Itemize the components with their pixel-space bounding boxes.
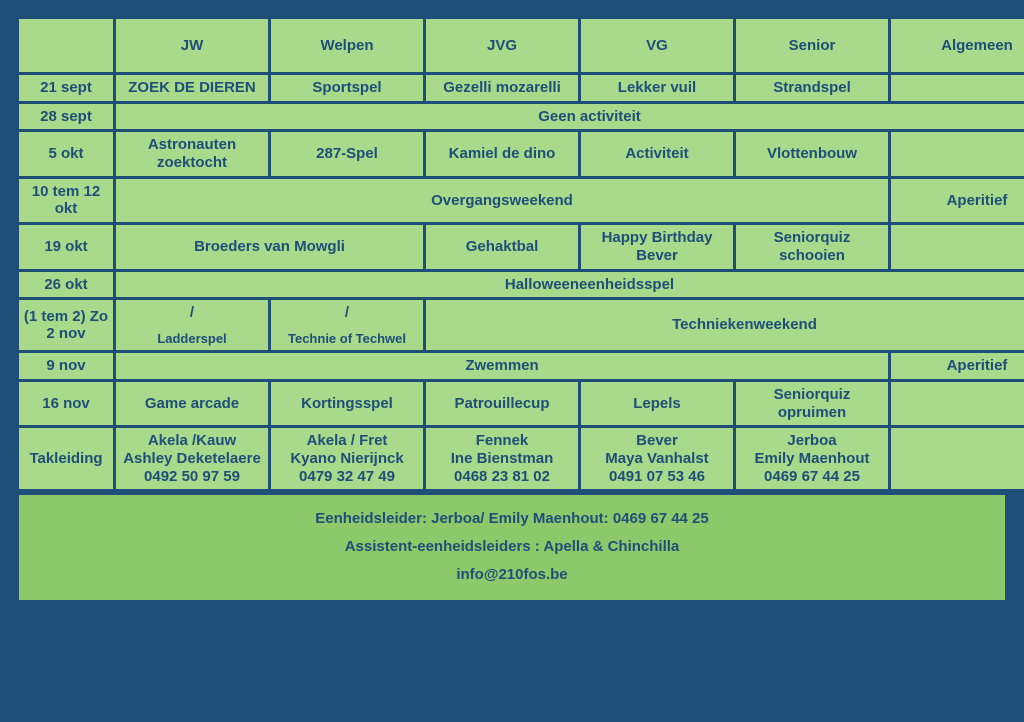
activity-cell: Patrouillecup xyxy=(426,382,578,425)
table-row xyxy=(19,300,1024,350)
empty-cell xyxy=(891,132,1024,175)
activity-cell: Happy Birthday Bever xyxy=(581,225,733,268)
activity-cell: Strandspel xyxy=(736,75,888,101)
date-cell: 16 nov xyxy=(19,382,113,425)
activity-cell: Seniorquiz opruimen xyxy=(736,382,888,425)
leader-contact-cell xyxy=(116,428,268,489)
table-row xyxy=(19,104,1024,130)
footer-line-1: Eenheidsleider: Jerboa/ Emily Maenhout: 0469 67 44 25 xyxy=(315,510,709,527)
leader-phone: 0479 32 47 49 xyxy=(299,467,395,485)
activity-cell: Overgangsweekend xyxy=(116,179,888,222)
activity-cell: ZOEK DE DIEREN xyxy=(116,75,268,101)
leader-contact-cell xyxy=(736,428,888,489)
activity-label: Ladderspel xyxy=(157,330,227,346)
leader-name: Emily Maenhout xyxy=(754,449,870,467)
activity-cell: Halloweeneenheidsspel xyxy=(116,272,1024,298)
table-row xyxy=(19,132,1024,175)
date-cell: 26 okt xyxy=(19,272,113,298)
leader-name: Kyano Nierijnck xyxy=(290,449,404,467)
activity-cell: Vlottenbouw xyxy=(736,132,888,175)
table-row xyxy=(19,225,1024,268)
column-header-algemeen: Algemeen xyxy=(891,19,1024,72)
column-header-vg: VG xyxy=(581,19,733,72)
leader-totem: Jerboa xyxy=(787,432,837,450)
column-header-senior: Senior xyxy=(736,19,888,72)
table-row xyxy=(19,353,1024,379)
table-row xyxy=(19,179,1024,222)
empty-cell xyxy=(891,225,1024,268)
activity-schedule-table xyxy=(16,16,1024,492)
empty-cell xyxy=(891,382,1024,425)
leader-phone: 0469 67 44 25 xyxy=(764,467,860,485)
column-header-welpen: Welpen xyxy=(271,19,423,72)
activity-cell xyxy=(116,300,268,350)
slash-mark: / xyxy=(344,304,350,322)
leader-contact-cell xyxy=(426,428,578,489)
activity-cell: Aperitief xyxy=(891,179,1024,222)
date-cell: 19 okt xyxy=(19,225,113,268)
calendar-sheet xyxy=(8,8,1016,714)
leader-phone: 0468 23 81 02 xyxy=(454,467,550,485)
activity-cell: Techniekenweekend xyxy=(426,300,1024,350)
activity-cell: 287-Spel xyxy=(271,132,423,175)
leader-contact-cell xyxy=(581,428,733,489)
leader-totem: Fennek xyxy=(475,432,529,450)
activity-cell: Sportspel xyxy=(271,75,423,101)
leader-contact-cell xyxy=(271,428,423,489)
contact-footer xyxy=(19,495,1005,600)
activity-cell: Activiteit xyxy=(581,132,733,175)
footer-line-3: info@210fos.be xyxy=(456,565,568,583)
activity-cell: Seniorquiz schooien xyxy=(736,225,888,268)
activity-cell: Gezelli mozarelli xyxy=(426,75,578,101)
header-corner-blank xyxy=(19,19,113,72)
activity-cell: Aperitief xyxy=(891,353,1024,379)
activity-cell: Game arcade xyxy=(116,382,268,425)
leader-name: Ashley Deketelaere xyxy=(123,449,261,467)
activity-cell: Broeders van Mowgli xyxy=(116,225,423,268)
column-header-jw: JW xyxy=(116,19,268,72)
activity-cell: Astronauten zoektocht xyxy=(116,132,268,175)
table-row xyxy=(19,272,1024,298)
empty-cell xyxy=(891,428,1024,489)
activity-cell: Lepels xyxy=(581,382,733,425)
date-cell: (1 tem 2) Zo 2 nov xyxy=(19,300,113,350)
table-row xyxy=(19,75,1024,101)
date-cell: 21 sept xyxy=(19,75,113,101)
table-row xyxy=(19,382,1024,425)
slash-mark: / xyxy=(189,304,195,322)
empty-cell xyxy=(891,75,1024,101)
activity-cell: Zwemmen xyxy=(116,353,888,379)
date-cell: 10 tem 12 okt xyxy=(19,179,113,222)
leaders-label: Takleiding xyxy=(19,428,113,489)
leader-totem: Bever xyxy=(636,432,678,450)
leader-name: Ine Bienstman xyxy=(450,449,554,467)
leader-name: Maya Vanhalst xyxy=(605,449,709,467)
activity-cell: Geen activiteit xyxy=(116,104,1024,130)
activity-cell: Kortingsspel xyxy=(271,382,423,425)
leader-phone: 0491 07 53 46 xyxy=(609,467,705,485)
leader-totem: Akela / Fret xyxy=(306,432,388,450)
leader-phone: 0492 50 97 59 xyxy=(144,467,240,485)
activity-cell: Lekker vuil xyxy=(581,75,733,101)
activity-cell: Gehaktbal xyxy=(426,225,578,268)
leader-totem: Akela /Kauw xyxy=(147,432,237,450)
activity-cell: Kamiel de dino xyxy=(426,132,578,175)
date-cell: 9 nov xyxy=(19,353,113,379)
activity-cell xyxy=(271,300,423,350)
leaders-row xyxy=(19,428,1024,489)
column-header-jvg: JVG xyxy=(426,19,578,72)
date-cell: 28 sept xyxy=(19,104,113,130)
activity-label: Technie of Techwel xyxy=(288,330,406,346)
date-cell: 5 okt xyxy=(19,132,113,175)
table-header-row xyxy=(19,19,1024,72)
footer-line-2: Assistent-eenheidsleiders : Apella & Chinchilla xyxy=(344,537,680,555)
